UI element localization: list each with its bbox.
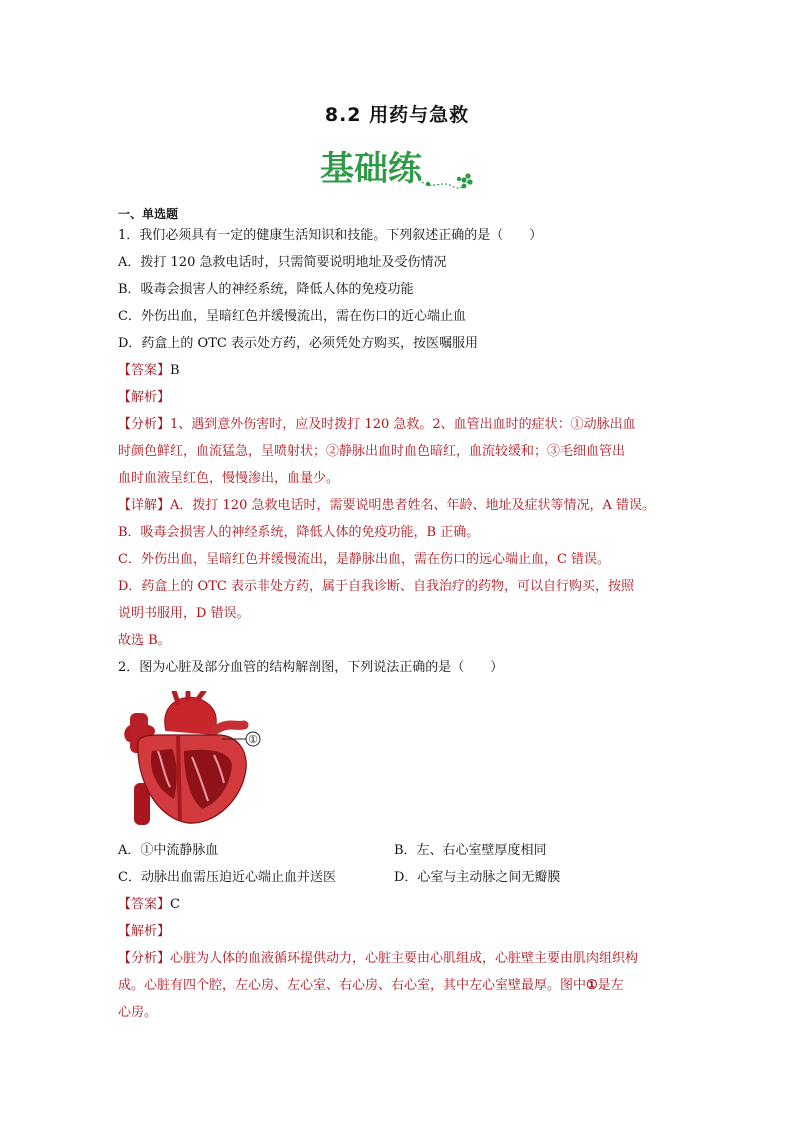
q1-conclusion: 故选 B。 (118, 633, 171, 648)
q1-analysis-tag: 【解析】 (118, 390, 171, 405)
heart-figure (118, 691, 692, 831)
q2-answer-value: C (170, 897, 180, 912)
q2-answer-tag: 【答案】 (118, 897, 171, 912)
banner-basic-practice (318, 146, 478, 196)
q1-answer-tag: 【答案】 (118, 363, 171, 378)
q1-fenxi-text-5: ③毛细血管出 (547, 444, 626, 459)
q1-fenxi-tag: 【分析】 (118, 417, 171, 432)
q1-fenxi-text-1: 1、遇到意外伤害时，应及时拨打 120 急救。2、血管出血时的症状： (170, 417, 571, 432)
q2-options-row-2 (118, 864, 692, 891)
q1-xiangjie-tag: 【详解】 (118, 498, 171, 513)
q1-fenxi-line-2 (118, 438, 692, 465)
q1-answer-value: B (170, 363, 180, 378)
flower-icon (426, 173, 473, 188)
q1-xiangjie-text-1: A．拨打 120 急救电话时，需要说明患者姓名、年龄、地址及症状等情况，A 错误。 (170, 498, 656, 513)
banner-text: 基础练 (320, 149, 422, 189)
q1-stem: 1．我们必须具有一定的健康生活知识和技能。下列叙述正确的是（ ） (118, 228, 543, 243)
q2-fenxi-text-4: 是左 (597, 978, 624, 993)
heart-diagram (118, 691, 278, 831)
q2-fenxi-text-1: 心脏为人体的血液循环提供动力，心脏主要由心肌组成，心脏壁主要由肌肉组织构 (170, 951, 639, 966)
q1-fenxi-text-2: ①动脉出血 (570, 417, 636, 432)
q1-xiangjie-line-1 (118, 492, 692, 519)
q1-xiangjie-line-3: C．外伤出血，呈暗红色并缓慢流出，是静脉出血，需在伤口的远心端止血，C 错误。 (118, 552, 611, 567)
q2-option-c: C．动脉出血需压迫近心端止血并送医 (118, 870, 336, 885)
q2-option-d: D．心室与主动脉之间无瓣膜 (394, 870, 561, 885)
q2-fenxi-line-2 (118, 972, 692, 999)
q2-stem: 2．图为心脏及部分血管的结构解剖图，下列说法正确的是（ ） (118, 660, 504, 675)
q2-option-a: A．①中流静脉血 (118, 843, 219, 858)
figure-label: ① (248, 733, 258, 746)
q2-analysis-tag: 【解析】 (118, 924, 171, 939)
q2-fenxi-line-3: 心房。 (118, 1005, 158, 1020)
q2-fenxi-line-1 (118, 945, 692, 972)
page-title: 8.2 用药与急救 (324, 104, 470, 126)
section-heading: 一、单选题 (118, 207, 179, 221)
q2-options-row-1 (118, 837, 692, 864)
q1-option-b: B．吸毒会损害人的神经系统，降低人体的免疫功能 (118, 282, 414, 297)
q1-fenxi-text-4: ②静脉出血时血色暗红，血流较缓和； (326, 444, 548, 459)
q1-option-c: C．外伤出血，呈暗红色并缓慢流出，需在伤口的近心端止血 (118, 309, 466, 324)
q1-xiangjie-line-2: B．吸毒会损害人的神经系统，降低人体的免疫功能，B 正确。 (118, 525, 480, 540)
question-content (118, 206, 692, 1026)
q1-answer (118, 357, 692, 384)
q2-option-b: B．左、右心室壁厚度相同 (394, 843, 547, 858)
q1-xiangjie-line-5: 说明书服用，D 错误。 (118, 606, 250, 621)
q2-fenxi-tag: 【分析】 (118, 951, 171, 966)
q2-answer (118, 891, 692, 918)
q1-fenxi-line-1 (118, 411, 692, 438)
q2-fenxi-text-3: ① (586, 978, 598, 993)
q1-fenxi-line-3: 血时血液呈红色，慢慢渗出，血量少。 (118, 471, 340, 486)
q2-fenxi-text-2: 成。心脏有四个腔，左心房、左心室、右心房、右心室，其中左心室壁最厚。图中 (118, 978, 587, 993)
q1-xiangjie-line-4: D．药盒上的 OTC 表示非处方药，属于自我诊断、自我治疗的药物，可以自行购买，按照 (118, 579, 634, 594)
q1-option-a: A．拨打 120 急救电话时，只需简要说明地址及受伤情况 (118, 255, 447, 270)
q1-option-d: D．药盒上的 OTC 表示处方药，必须凭处方购买，按医嘱服用 (118, 336, 478, 351)
q1-fenxi-text-3: 时颜色鲜红，血流猛急，呈喷射状； (118, 444, 327, 459)
